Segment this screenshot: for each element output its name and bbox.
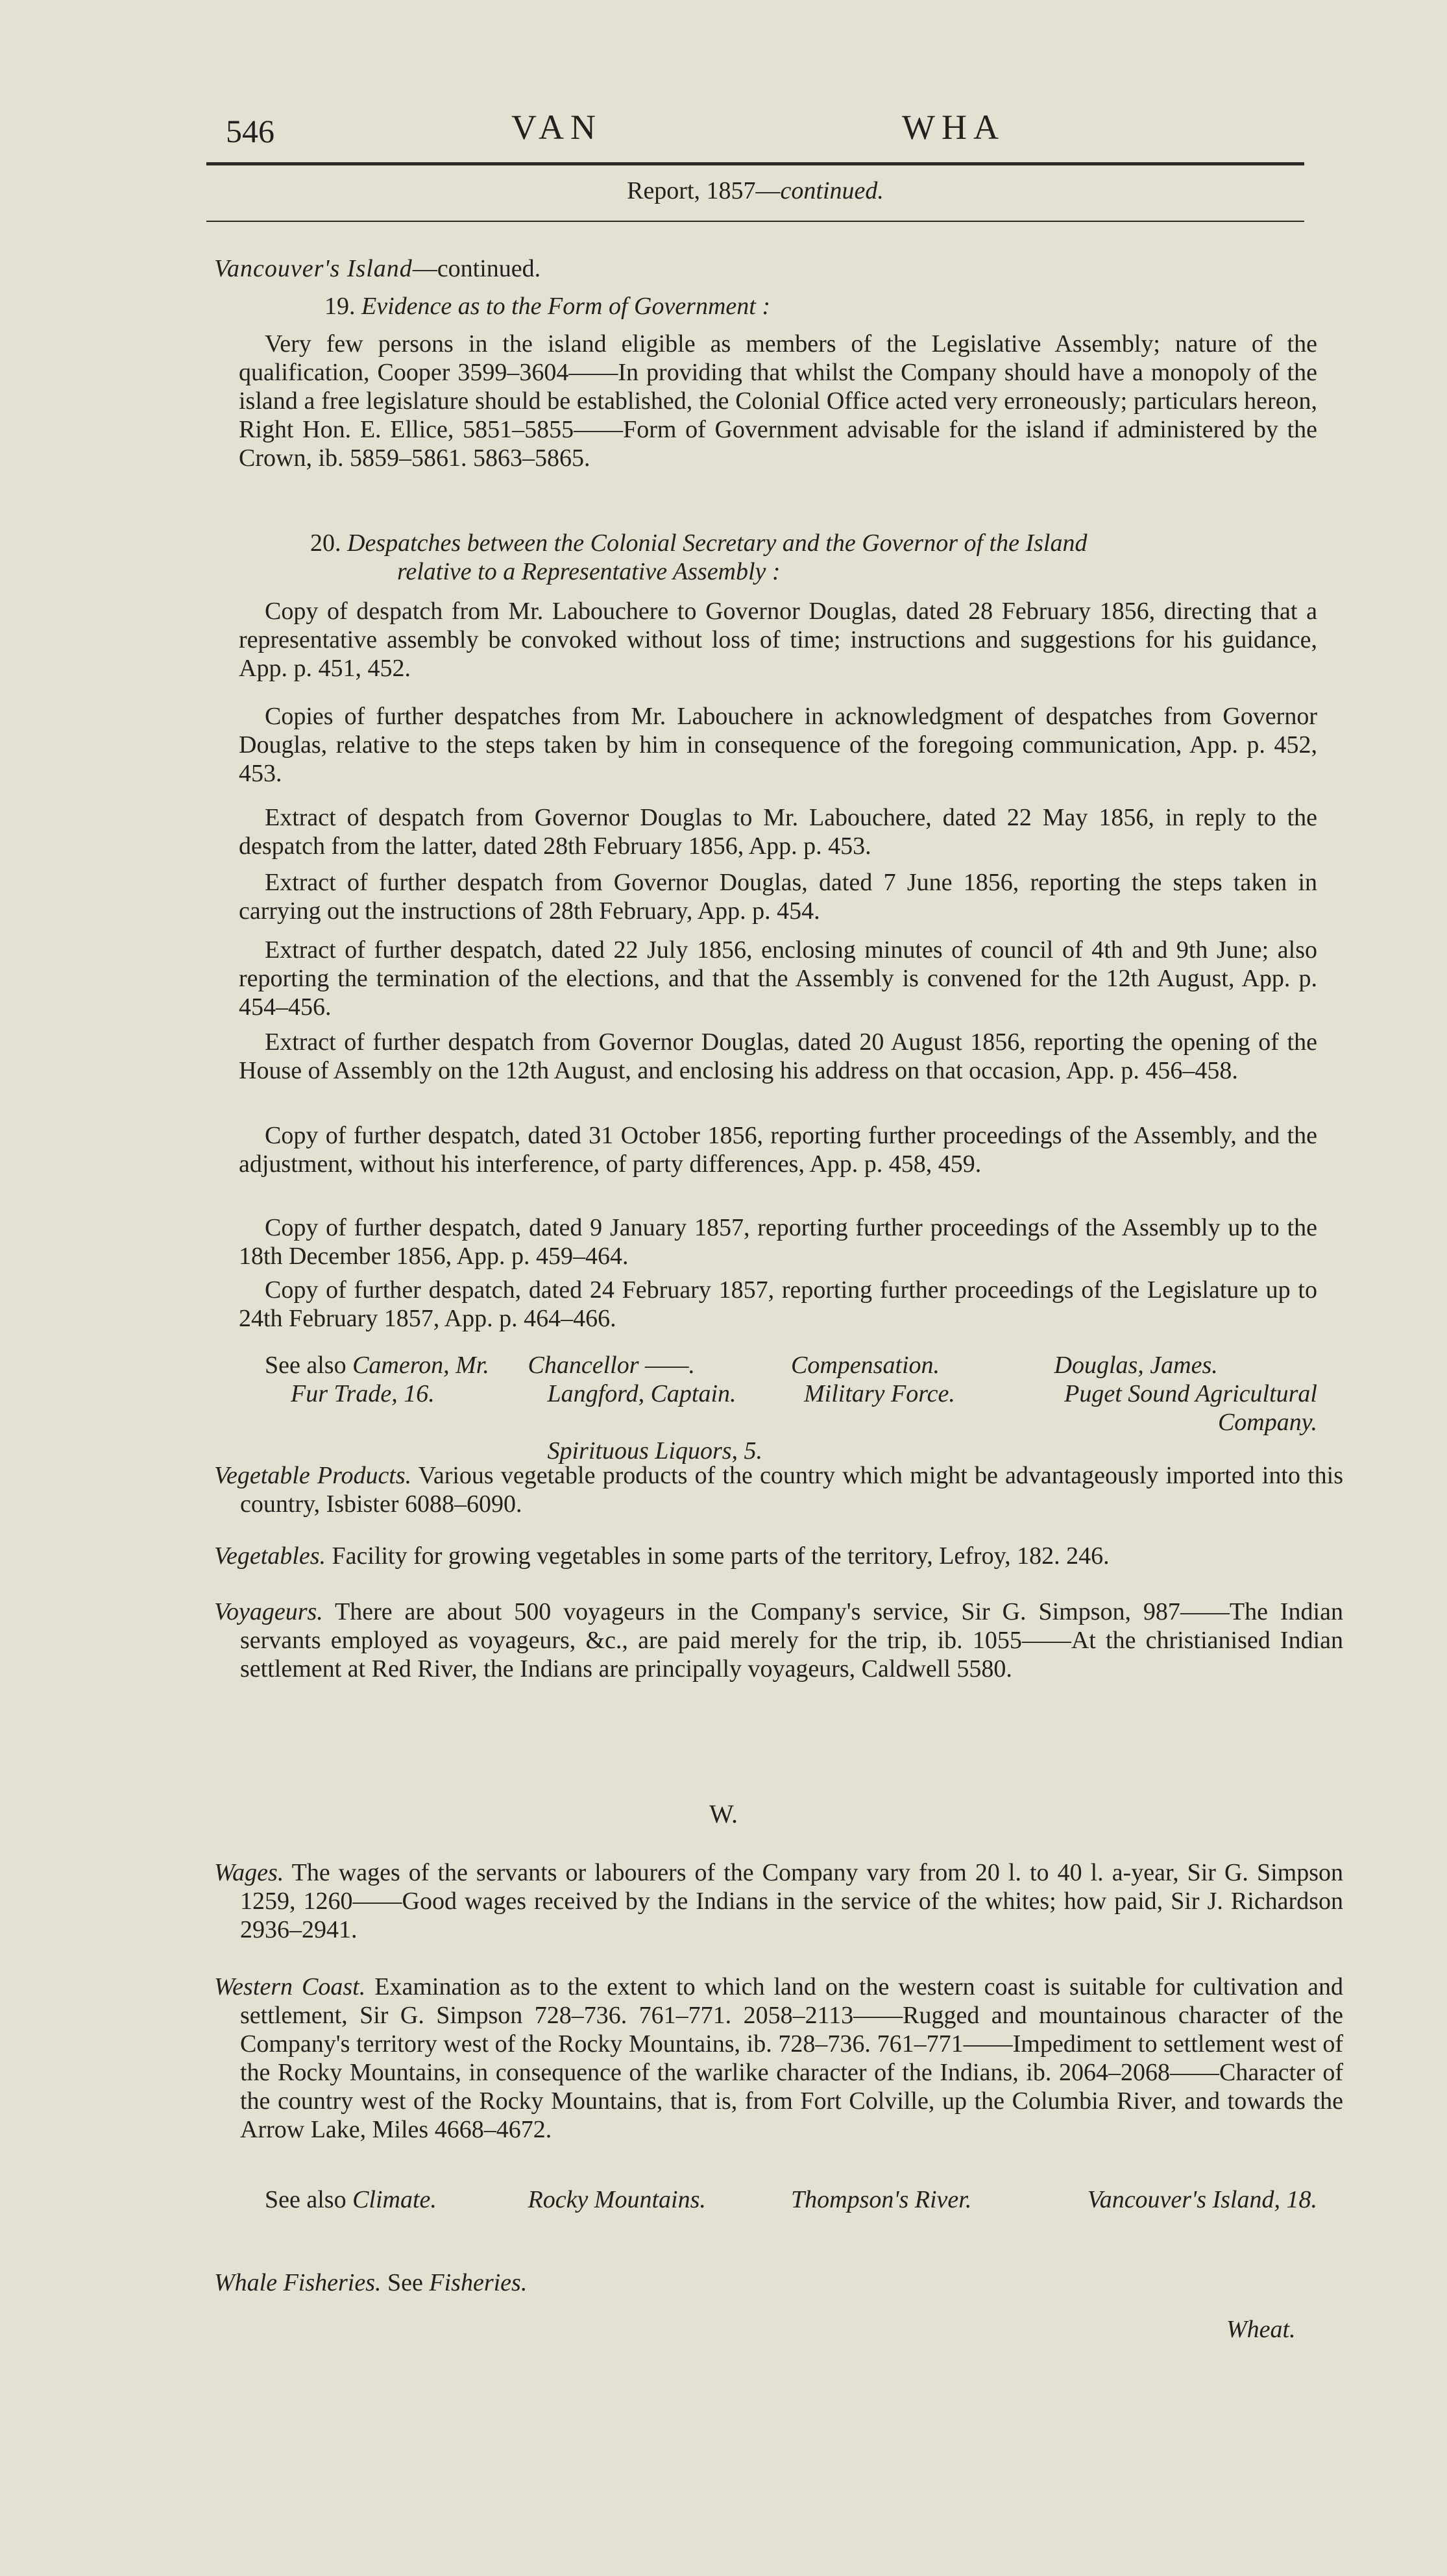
see-also-item: Puget Sound Agricultural Company. — [1064, 1380, 1317, 1436]
see-also-grid — [265, 1351, 1317, 1379]
cross-reference: Fisheries. — [429, 2269, 528, 2296]
section-19-title: Evidence as to the Form of Government : — [361, 293, 770, 320]
vancouver-heading — [214, 254, 1317, 283]
entry-text: Various vegetable products of the country which might be advantageously imported into this country, Isbister 6088–6090. — [240, 1462, 1343, 1518]
s20-paragraph-3: Extract of despatch from Governor Douglas to Mr. Labouchere, dated 22 May 1856, in reply to the despatch from the latter, dated 28th February 1856, App. p. 453. — [239, 804, 1317, 860]
last-keyword: WHA — [902, 108, 1005, 147]
entry-text: Facility for growing vegetables in some parts of the territory, Lefroy, 182. 246. — [332, 1542, 1110, 1570]
s20-paragraph-4: Extract of further despatch from Governor Douglas, dated 7 June 1856, reporting the steps taken in carrying out the instructions of 28th February, App. p. 454. — [239, 869, 1317, 925]
section-20-heading — [310, 529, 1309, 557]
s20-paragraph-8: Copy of further despatch, dated 9 January 1857, reporting further proceedings of the Assembly up to the 18th December 1856, App. p. 459–464. — [239, 1214, 1317, 1270]
catchword: Wheat. — [1226, 2316, 1296, 2343]
subtitle-plain: Report, 1857— — [627, 177, 781, 204]
see-also-item: Rocky Mountains. — [528, 2186, 706, 2213]
entry-text: There are about 500 voyageurs in the Company's service, Sir G. Simpson, 987——The Indian servants employed as voyageurs, &c., are paid merely for the trip, ib. 1055——At the christianised Indian settlement at Red River, the Indians are principally voyageurs, Caldwell 5580. — [240, 1598, 1343, 1683]
see-also-item: Military Force. — [804, 1380, 955, 1407]
entry-whale-fisheries — [214, 2268, 1317, 2297]
s20-paragraph-6: Extract of further despatch from Governor Douglas, dated 20 August 1856, reporting the opening of the House of Assembly on the 12th August, and enclosing his address on that occasion, App. p. 456–458. — [239, 1028, 1317, 1084]
see-also-item: Vancouver's Island, 18. — [1087, 2186, 1317, 2213]
report-subtitle — [206, 176, 1304, 205]
entry-vegetables — [214, 1542, 1343, 1570]
see-also-label: See also — [265, 2186, 347, 2213]
first-keyword: VAN — [511, 108, 603, 147]
see-also-item: Climate. — [352, 2186, 437, 2213]
see-also-item: Thompson's River. — [791, 2186, 972, 2213]
s20-paragraph-7: Copy of further despatch, dated 31 October 1856, reporting further proceedings of the Assembly, and the adjustment, without his interference, of party differences, App. p. 458, 459. — [239, 1122, 1317, 1178]
see-also-item: Langford, Captain. — [547, 1380, 736, 1407]
section-19-text: Very few persons in the island eligible as members of the Legislative Assembly; nature of the qualification, Cooper 3599–3604——In providing that whilst the Company should have a monopoly of the island a free legislature should be established, the Colonial Office acted very erroneously; particulars hereon, Right Hon. E. Ellice, 5851–5855——Form of Government advisable for the island if administered by the Crown, ib. 5859–5861. 5863–5865. — [239, 330, 1317, 472]
section-19-number: 19. — [324, 293, 356, 320]
entry-term: Whale Fisheries. — [214, 2269, 382, 2296]
s20-paragraph-9: Copy of further despatch, dated 24 February 1857, reporting further proceedings of the Legislature up to 24th February 1857, App. p. 464–466. — [239, 1276, 1317, 1332]
see-also-item: Fur Trade, 16. — [291, 1380, 435, 1407]
entry-western-coast — [214, 1973, 1343, 2144]
running-head — [214, 107, 1304, 152]
section-19-heading — [324, 292, 1298, 321]
see-also-grid — [265, 1379, 1317, 1437]
see-also-label: See also — [265, 1352, 347, 1379]
section-20-title-line1: Despatches between the Colonial Secretary and the Governor of the Island — [347, 529, 1088, 557]
see-also-item: Spirituous Liquors, 5. — [547, 1437, 763, 1464]
vancouver-heading-rest: —continued. — [412, 255, 541, 282]
entry-term: Vegetable Products. — [214, 1462, 412, 1489]
entry-vegetable-products — [214, 1461, 1343, 1518]
entry-term: Voyageurs. — [214, 1598, 323, 1625]
s20-paragraph-1: Copy of despatch from Mr. Labouchere to Governor Douglas, dated 28 February 1856, directing that a representative assembly be convoked without loss of time; instructions and suggestions for his guidance, App. p. 451, 452. — [239, 598, 1317, 682]
entry-voyageurs — [214, 1598, 1343, 1683]
see-also-item: Douglas, James. — [1054, 1352, 1218, 1379]
header-rule-bottom — [206, 221, 1304, 222]
entry-wages — [214, 1858, 1343, 1944]
section-20-title-line2: relative to a Representative Assembly : — [397, 558, 781, 585]
entry-term: Western Coast. — [214, 1973, 366, 2000]
western-see-also-grid — [265, 2185, 1317, 2214]
header-rule-top — [206, 162, 1304, 165]
western-see-also — [265, 2185, 1317, 2214]
s20-paragraph-5: Extract of further despatch, dated 22 July 1856, enclosing minutes of council of 4th and 9th June; also reporting the termination of the elections, and that the Assembly is convened for the 12th August, App. p. 454–456. — [239, 936, 1317, 1021]
entry-text: The wages of the servants or labourers of the Company vary from 20 l. to 40 l. a-year, Sir G. Simpson 1259, 1260——Good wages received by the Indians in the service of the whites; how paid, Sir J. Richardson 2936–2941. — [240, 1859, 1343, 1943]
see-also-item: Compensation. — [791, 1352, 940, 1379]
see-also-item: Chancellor ——. — [528, 1352, 696, 1379]
see-label: See — [387, 2269, 423, 2296]
see-also-item: Cameron, Mr. — [352, 1352, 489, 1379]
s20-paragraph-2: Copies of further despatches from Mr. Labouchere in acknowledgment of despatches from Governor Douglas, relative to the steps taken by him in consequence of the foregoing communication, App. p. 452, 453. — [239, 703, 1317, 787]
s20-see-also — [265, 1351, 1317, 1465]
section-letter: W. — [709, 1799, 738, 1829]
entry-text: Examination as to the extent to which land on the western coast is suitable for cultivation and settlement, Sir G. Simpson 728–736. 761–771. 2058–2113——Rugged and mountainous character of the Company's territory west of the Rocky Mountains, ib. 728–736. 761–771——Impediment to settlement west of the Rocky Mountains, in consequence of the warlike character of the Indians, ib. 2064–2068——Character of the country west of the Rocky Mountains, that is, from Fort Colville, up the Columbia River, and towards the Arrow Lake, Miles 4668–4672. — [240, 1973, 1344, 2143]
subtitle-italic: continued. — [780, 177, 884, 204]
entry-term: Wages. — [214, 1859, 284, 1886]
section-20-number: 20. — [310, 529, 341, 557]
entry-term: Vegetables. — [214, 1542, 326, 1570]
page-number: 546 — [226, 113, 274, 149]
vancouver-heading-name: Vancouver's Island — [214, 255, 413, 282]
